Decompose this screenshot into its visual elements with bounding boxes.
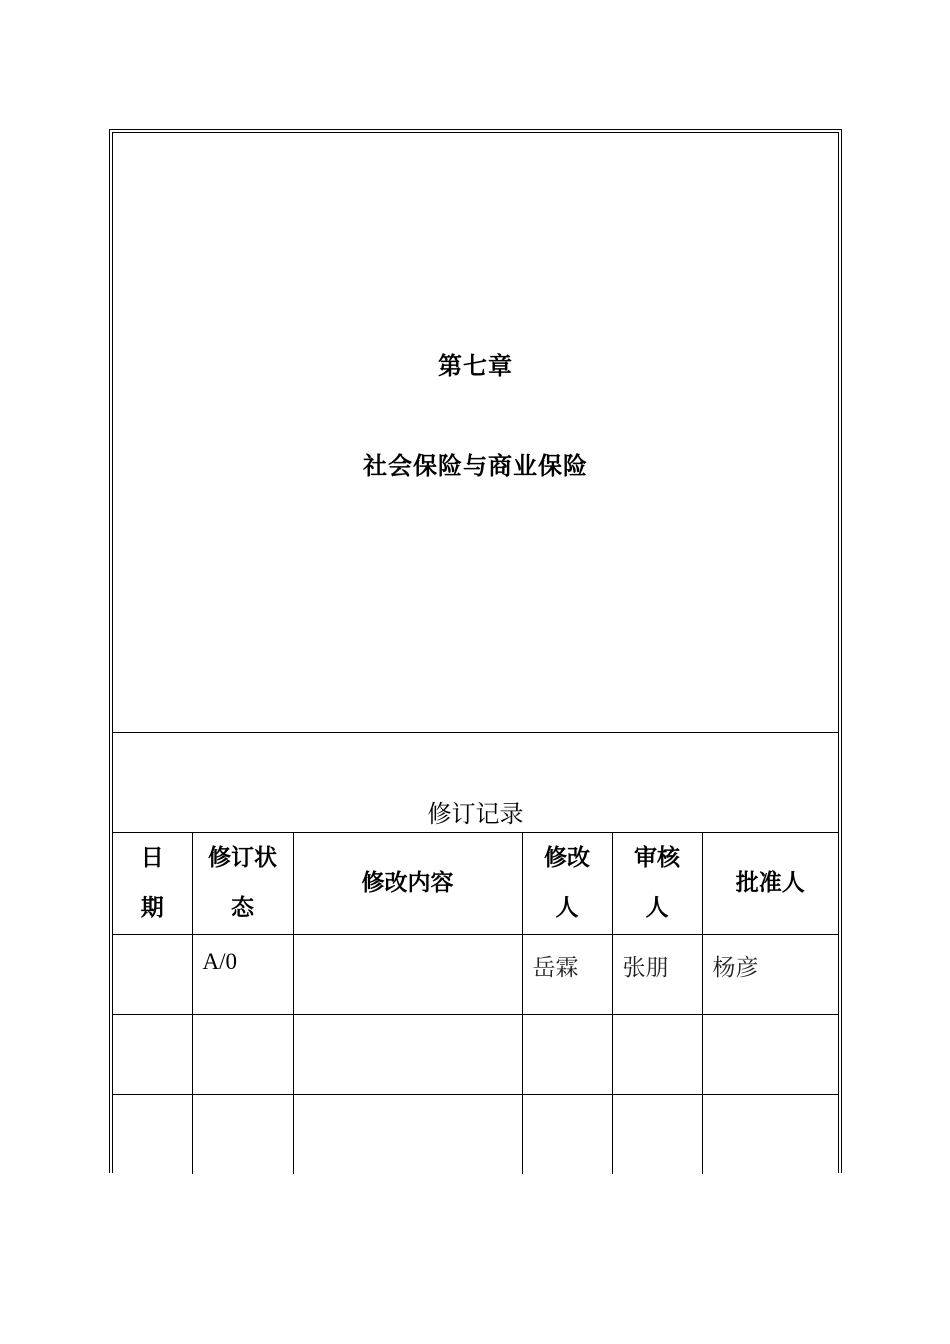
cell-date [113, 1094, 192, 1174]
column-header-modifier: 修改 人 [522, 833, 612, 934]
revision-table [113, 833, 838, 1174]
revision-table-header [113, 833, 838, 934]
cover-section [113, 133, 838, 733]
column-header-status: 修订状 态 [192, 833, 293, 934]
table-row [113, 934, 838, 1014]
cell-reviewer: 张朋 [612, 934, 702, 1014]
cell-content [293, 1094, 522, 1174]
cell-status [192, 1014, 293, 1094]
cell-reviewer [612, 1014, 702, 1094]
cell-modifier [522, 1014, 612, 1094]
document-title: 社会保险与商业保险 [363, 452, 588, 480]
cell-status: A/0 [192, 934, 293, 1014]
cell-modifier: 岳霖 [522, 934, 612, 1014]
chapter-title: 第七章 [438, 352, 513, 380]
revision-heading: 修订记录 [427, 800, 524, 828]
revision-heading-cell [113, 733, 838, 833]
cell-content [293, 1014, 522, 1094]
cell-approver [702, 1014, 838, 1094]
cell-modifier [522, 1094, 612, 1174]
cell-status [192, 1094, 293, 1174]
column-header-reviewer: 审核 人 [612, 833, 702, 934]
column-header-approver: 批准人 [702, 833, 838, 934]
table-row [113, 1094, 838, 1174]
cell-content [293, 934, 522, 1014]
cell-date [113, 934, 192, 1014]
cell-approver [702, 1094, 838, 1174]
column-header-content: 修改内容 [293, 833, 522, 934]
document-frame [109, 129, 842, 1173]
cell-reviewer [612, 1094, 702, 1174]
cell-date [113, 1014, 192, 1094]
cell-approver: 杨彦 [702, 934, 838, 1014]
column-header-date: 日 期 [113, 833, 192, 934]
table-row [113, 1014, 838, 1094]
